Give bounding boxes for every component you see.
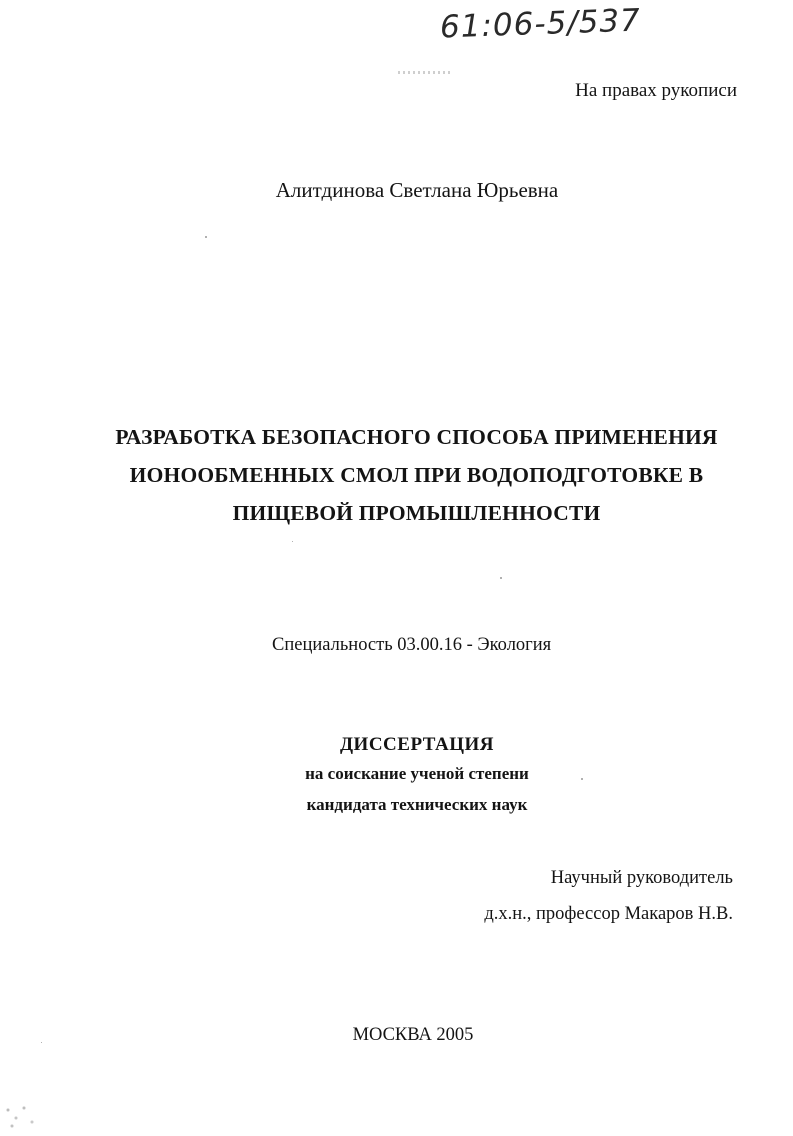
scan-speck [292,541,293,542]
scan-speck [581,778,583,780]
scan-speck [205,236,207,238]
dissertation-block [0,732,793,820]
dissertation-heading: ДИССЕРТАЦИЯ [339,734,495,755]
title-line: ИОНООБМЕННЫХ СМОЛ ПРИ ВОДОПОДГОТОВКЕ В [129,463,704,487]
author-name: Алитдинова Светлана Юрьевна [275,178,559,202]
dissertation-degree-line: на соискание ученой степени [305,764,529,783]
city-year: МОСКВА 2005 [352,1025,474,1045]
supervisor-block [484,860,733,932]
scan-noise [398,71,452,74]
scan-speck [500,577,502,579]
rights-notice: На правах рукописи [575,80,737,101]
scan-corner-marks [2,1100,42,1132]
scan-speck [41,1042,42,1043]
supervisor-role: Научный руководитель [550,868,733,888]
archive-mark-handwritten: 61:06-5/537 [439,2,642,46]
speciality-line: Специальность 03.00.16 - Экология [272,635,552,655]
dissertation-degree-line: кандидата технических наук [306,795,528,814]
thesis-title [40,418,793,532]
supervisor-name: д.х.н., профессор Макаров Н.В. [484,904,733,924]
title-line: РАЗРАБОТКА БЕЗОПАСНОГО СПОСОБА ПРИМЕНЕНИЯ [115,425,718,449]
title-line: ПИЩЕВОЙ ПРОМЫШЛЕННОСТИ [232,501,601,525]
